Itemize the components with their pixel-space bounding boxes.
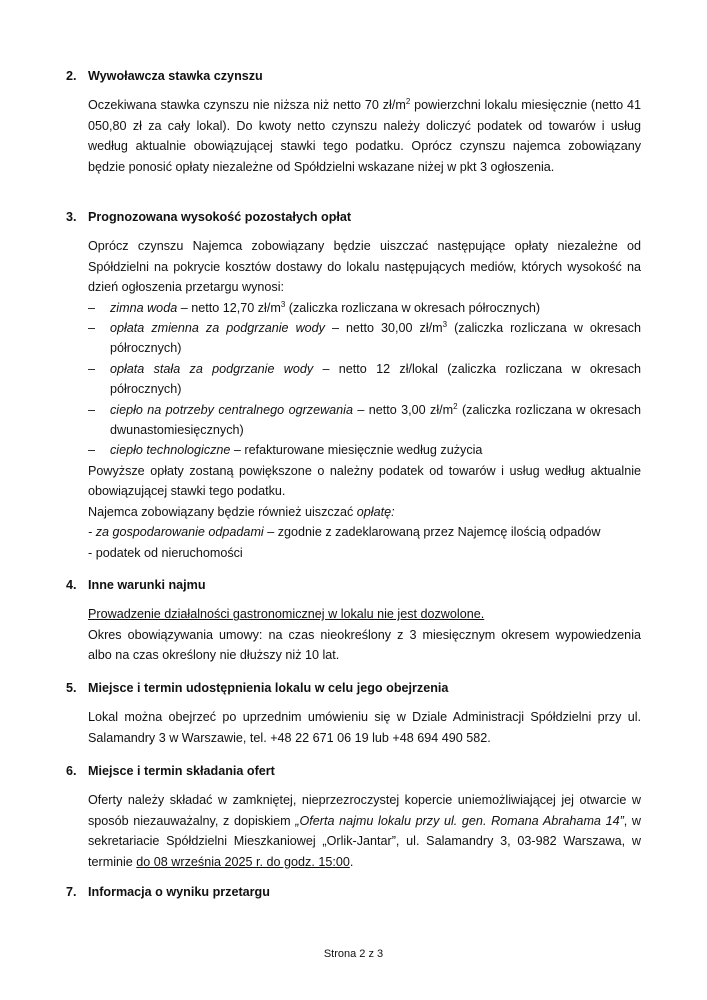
section-title: Wywoławcza stawka czynszu <box>88 69 263 83</box>
fee-name: ciepło technologiczne <box>110 443 231 458</box>
section-title: Miejsce i termin składania ofert <box>88 764 275 778</box>
superscript: 3 <box>280 299 286 309</box>
fee-text: – netto 30,00 zł/m <box>324 321 443 336</box>
section-title: Prognozowana wysokość pozostałych opłat <box>88 210 352 224</box>
fee-text: – netto 12 zł/lokal (zaliczka rozliczana w okresach półrocznych) <box>110 361 641 397</box>
section-number: 3. <box>66 210 77 224</box>
section-6 <box>66 761 641 872</box>
gastronomy-restriction: Prowadzenie działalności gastronomicznej w lokalu nie jest dozwolone. <box>88 607 485 622</box>
section-body <box>88 604 641 665</box>
section-number: 4. <box>66 578 77 592</box>
section-heading <box>66 678 641 698</box>
fee-text: (zaliczka rozliczana w okresach półrocznych) <box>285 300 541 315</box>
fee-text: – refakturowane miesięcznie według zużycia <box>230 443 483 458</box>
superscript: 2 <box>405 97 411 107</box>
fee-text: (zaliczka rozliczana w okresach półrocznych) <box>110 321 641 356</box>
text-run-italic: - za gospodarowanie odpadami <box>88 525 264 540</box>
list-item <box>88 359 641 400</box>
section-2 <box>66 66 641 177</box>
section-3 <box>66 207 641 563</box>
fee-name: opłata stała za podgrzanie wody <box>110 361 314 376</box>
text-run: . <box>349 854 354 869</box>
section-7 <box>66 882 641 902</box>
text-run: Najemca zobowiązany będzie również uiszczać <box>88 504 357 519</box>
property-tax-line: - podatek od nieruchomości <box>88 545 243 560</box>
list-item <box>88 440 641 460</box>
section-paragraph <box>88 95 641 177</box>
text-run: , w sekretariacie Spółdzielni Mieszkaniowej „Orlik-Jantar”, ul. Salamandry 3, 03-982 Warszawa, w terminie <box>88 813 642 869</box>
section-number: 6. <box>66 764 77 778</box>
section-heading <box>66 66 641 86</box>
additional-fees-paragraph <box>88 502 641 522</box>
fee-name: zimna woda <box>110 300 178 315</box>
section-paragraph: Lokal można obejrzeć po uprzednim umówieniu się w Dziale Administracji Spółdzielni przy ul. Salamandry 3 w Warszawie, tel. +48 22 671 06 19 lub +48 694 490 582. <box>88 710 641 745</box>
contract-duration: Okres obowiązywania umowy: na czas nieokreślony z 3 miesięcznym okresem wypowiedzenia albo na czas określony nie dłuższy niż 10 lat. <box>88 627 641 663</box>
fee-name: ciepło na potrzeby centralnego ogrzewania <box>110 402 353 417</box>
text-run-italic: „Oferta najmu lokalu przy ul. gen. Romana Abrahama 14” <box>295 813 624 828</box>
text-run: powierzchni lokalu miesięcznie (netto 41 050,80 zł za cały lokal). Do kwoty netto czynszu należy doliczyć podatek od towarów i usług według aktualnie obowiązującej stawki tego podatku. Oprócz czynszu najemca zobowiązany będzie ponosić opłaty niezależne od Spółdzielni wskazane niżej w pkt 3 ogłoszenia. <box>88 98 642 174</box>
text-run: – zgodnie z zadeklarowaną przez Najemcę ilością odpadów <box>263 525 601 540</box>
superscript: 3 <box>442 320 448 330</box>
section-heading <box>66 575 641 595</box>
text-run: Oferty należy składać w zamkniętej, nieprzezroczystej kopercie uniemożliwiającej jej otwarcie w sposób niezauważalny, z dopiskiem <box>88 793 641 828</box>
superscript: 2 <box>453 401 458 411</box>
deadline: do 08 września 2025 r. do godz. 15:00 <box>136 854 350 869</box>
dash-bullet: – <box>88 300 96 315</box>
section-heading <box>66 207 641 227</box>
section-4 <box>66 575 641 666</box>
intro-paragraph: Oprócz czynszu Najemca zobowiązany będzie uiszczać następujące opłaty niezależne od Spółdzielni na pokrycie kosztów dostawy do lokalu następujących mediów, których wysokość na dzień ogłoszenia przetargu wynosi: <box>88 239 641 295</box>
fee-text: – netto 3,00 zł/m <box>352 402 454 417</box>
section-number: 2. <box>66 69 77 83</box>
section-heading <box>66 882 641 902</box>
fees-list <box>88 298 641 461</box>
list-item <box>88 318 641 359</box>
section-heading <box>66 761 641 781</box>
section-body <box>88 236 641 563</box>
list-item <box>88 298 641 318</box>
dash-bullet: – <box>88 361 96 376</box>
waste-fee-line <box>88 522 641 542</box>
section-title: Inne warunki najmu <box>88 578 206 592</box>
page-footer: Strona 2 z 3 <box>323 948 384 960</box>
fee-name: opłata zmienna za podgrzanie wody <box>110 321 325 336</box>
text-run: Oczekiwana stawka czynszu nie niższa niż netto 70 zł/m <box>88 98 406 113</box>
dash-bullet: – <box>88 321 96 336</box>
fee-text: – netto 12,70 zł/m <box>177 300 281 315</box>
tax-paragraph: Powyższe opłaty zostaną powiększone o należny podatek od towarów i usług według aktualnie obowiązującej stawki tego podatku. <box>88 463 641 499</box>
section-title: Informacja o wyniku przetargu <box>88 885 270 899</box>
text-run-italic: opłatę: <box>356 504 395 519</box>
section-paragraph <box>88 790 641 872</box>
dash-bullet: – <box>88 402 96 417</box>
list-item <box>88 400 641 441</box>
section-number: 5. <box>66 681 77 695</box>
section-number: 7. <box>66 885 77 899</box>
section-5 <box>66 678 641 748</box>
fee-text: (zaliczka rozliczana w okresach dwunastomiesięcznych) <box>110 402 642 438</box>
dash-bullet: – <box>88 443 96 458</box>
section-title: Miejsce i termin udostępnienia lokalu w celu jego obejrzenia <box>88 681 449 695</box>
